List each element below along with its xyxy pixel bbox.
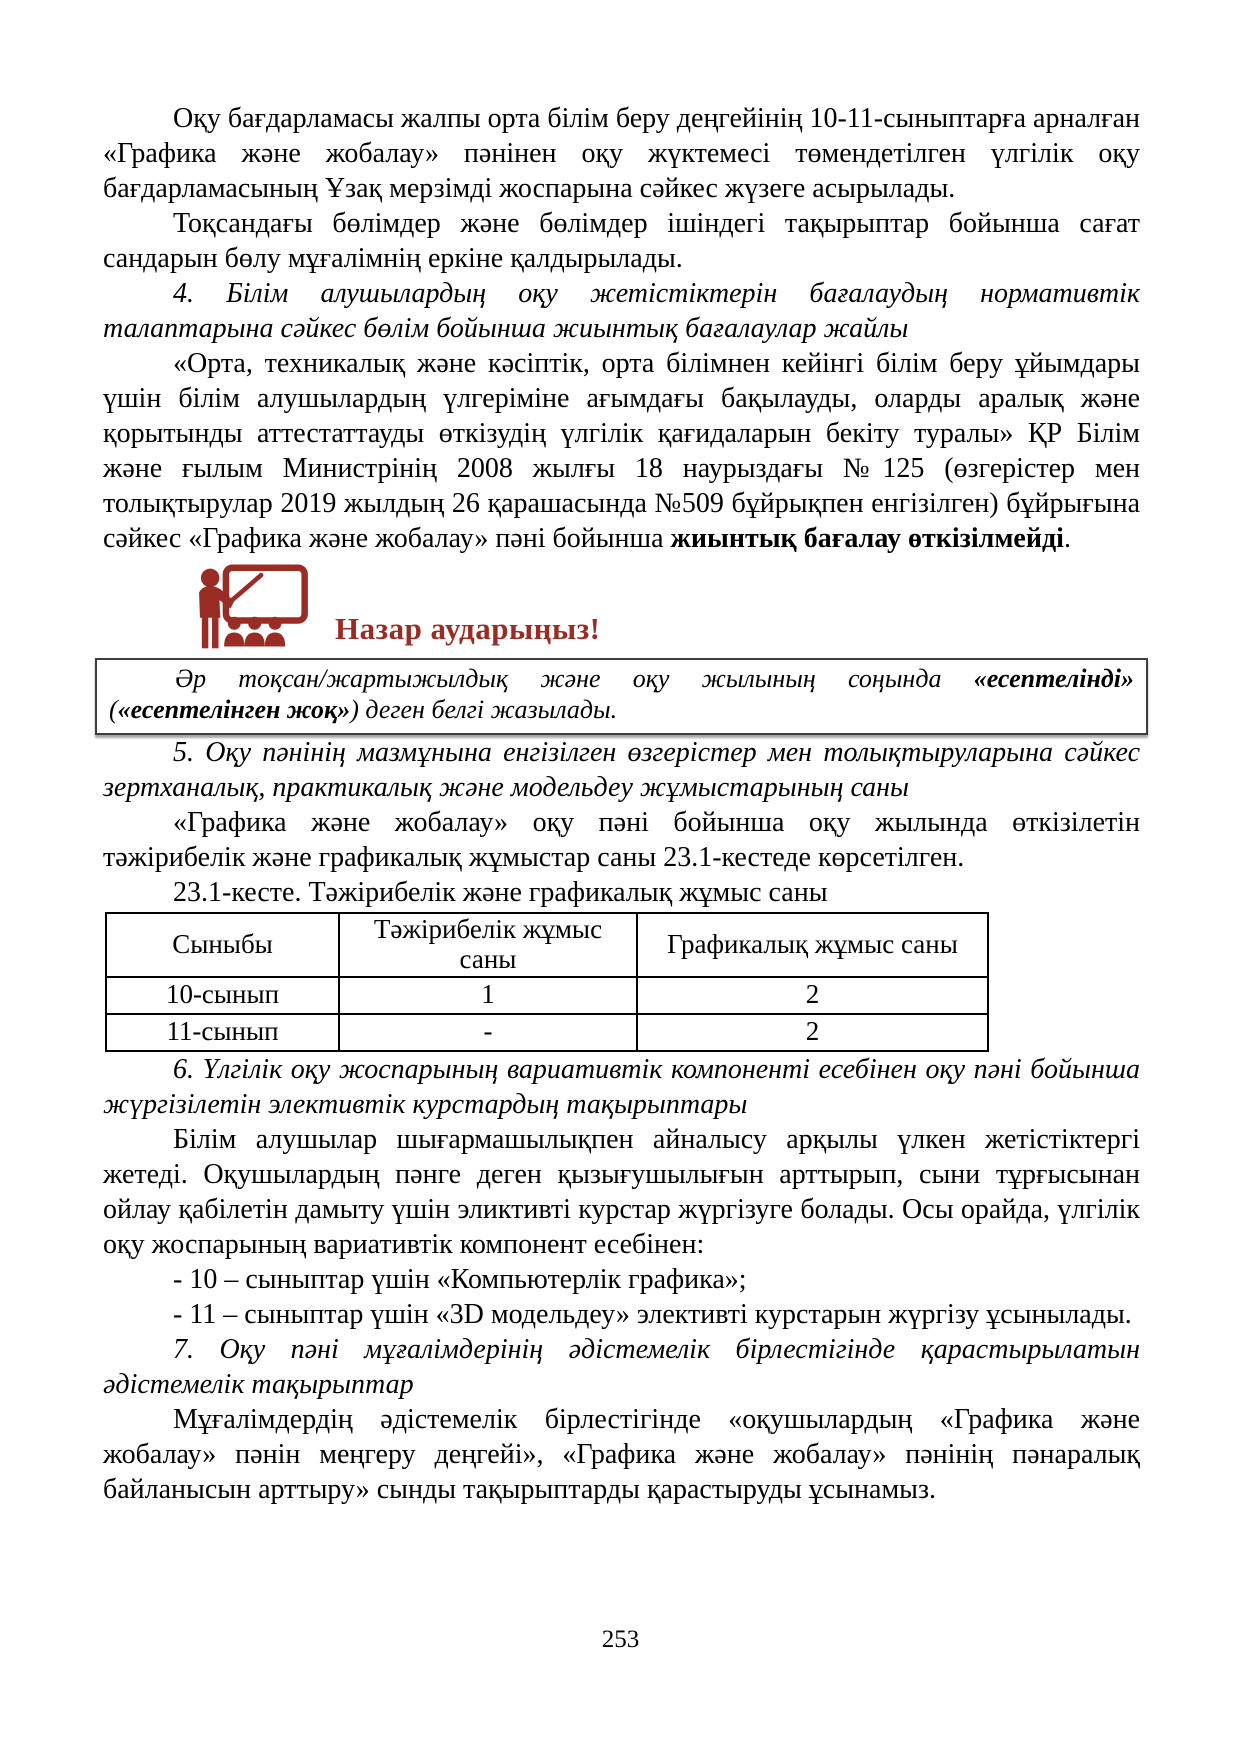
- section-4-body-tail: .: [1063, 523, 1071, 554]
- works-table: [105, 912, 989, 1051]
- table-header-row: [106, 913, 988, 976]
- attention-label: Назар аударыңыз!: [335, 611, 601, 646]
- table-cell: 1: [339, 977, 637, 1014]
- section-7-body: Мұғалімдердің әдістемелік бірлестігінде «оқушылардың «Графика және жобалау» пәнін меңгеру деңгейі», «Графика және жобалау» пәнінің пәнаралық байланысын арттыру» сынды тақырыптарды қарастыруды ұсынамыз.: [103, 1403, 1140, 1505]
- table-header-class: Сыныбы: [106, 913, 339, 976]
- attention-banner: [189, 564, 1140, 652]
- section-4-body: [103, 346, 1140, 556]
- attention-note-text-1: Әр тоқсан/жартыжылдық және оқу жылының соңында: [175, 664, 974, 693]
- table-cell: 2: [637, 1014, 988, 1051]
- table-row: [106, 977, 988, 1014]
- attention-note-bold-1: «есептелінді»: [973, 664, 1134, 693]
- section-5-body: «Графика және жобалау» оқу пәні бойынша оқу жылында өткізілетін тәжірибелік және графикалық жұмыстар саны 23.1-кестеде көрсетілген.: [103, 807, 1140, 874]
- section-5-heading: 5. Оқу пәнінің мазмұнына енгізілген өзгерістер мен толықтыруларына сәйкес зертханалық, практикалық және модельдеу жұмыстарының саны: [103, 737, 1140, 804]
- elective-list-item-10: - 10 – сыныптар үшін «Компьютерлік графика»;: [173, 1263, 747, 1295]
- table-row: [106, 1014, 988, 1051]
- presenter-board-icon: [189, 564, 311, 652]
- table-header-graphic: Графикалық жұмыс саны: [637, 913, 988, 976]
- section-4-heading: 4. Білім алушылардың оқу жетістіктерін бағалаудың нормативтік талаптарына сәйкес бөлім бойынша жиынтық бағалаулар жайлы: [103, 278, 1140, 344]
- attention-note-text-3: ) деген белгі жазылады.: [350, 694, 618, 724]
- elective-list-item-11: - 11 – сыныптар үшін «3D модельдеу» элективті курстарын жүргізу ұсынылады.: [173, 1298, 1132, 1330]
- table-cell: 11-сынып: [106, 1014, 339, 1051]
- attention-note-bold-2: «есептелінген жоқ»: [117, 694, 351, 724]
- attention-note-text-2: (: [109, 694, 118, 724]
- table-cell: 2: [637, 977, 988, 1014]
- table-cell: 10-сынып: [106, 977, 339, 1014]
- paragraph-program-intro: Оқу бағдарламасы жалпы орта білім беру деңгейінің 10-11-сыныптарға арналған «Графика және жобалау» пәнінен оқу жүктемесі төмендетілген үлгілік оқу бағдарламасының Ұзақ мерзімді жоспарына сәйкес жүзеге асырылады.: [103, 103, 1140, 204]
- page-number: 253: [601, 1626, 640, 1653]
- attention-note: [95, 658, 1148, 735]
- section-6-body: Білім алушылар шығармашылықпен айналысу арқылы үлкен жетістіктергі жетеді. Оқушылардың пәнге деген қызығушылығын арттырып, сыни тұрғысынан ойлау қабілетін дамыту үшін эликтивті курстар жүргізуге болады. Осы орайда, үлгілік оқу жоспарының вариативтік компонент есебінен:: [103, 1123, 1140, 1260]
- paragraph-hours-distribution: Тоқсандағы бөлімдер және бөлімдер ішіндегі тақырыптар бойынша сағат сандарын бөлу мұғалімнің еркіне қалдырылады.: [103, 208, 1140, 274]
- table-header-practical: Тәжірибелік жұмыс саны: [339, 913, 637, 976]
- section-4-body-text: «Орта, техникалық және кәсіптік, орта білімнен кейінгі білім беру ұйымдары үшін білім алушылардың үлгеріміне ағымдағы бақылауды, оларды аралық және қорытынды аттестаттауды өткізудің үлгілік қағидаларын бекіту туралы» ҚР Білім және ғылым Министрінің 2008 жылғы 18 наурыздағы №125 (өзгерістер мен толықтырулар 2019 жылдың 26 қарашасында №509 бұйрықпен енгізілген) бұйрығына сәйкес «Графика және жобалау» пәні бойынша: [103, 348, 1140, 554]
- table-cell: -: [339, 1014, 637, 1051]
- section-4-body-bold: жиынтық бағалау өткізілмейді: [670, 523, 1064, 554]
- table-caption: 23.1-кесте. Тәжірибелік және графикалық жұмыс саны: [173, 877, 828, 909]
- section-7-heading: 7. Оқу пәні мұғалімдерінің әдістемелік бірлестігінде қарастырылатын әдістемелік тақырыптар: [103, 1333, 1140, 1400]
- section-6-heading: 6. Үлгілік оқу жоспарының вариативтік компоненті есебінен оқу пәні бойынша жүргізілетін элективтік курстардың тақырыптары: [103, 1053, 1140, 1120]
